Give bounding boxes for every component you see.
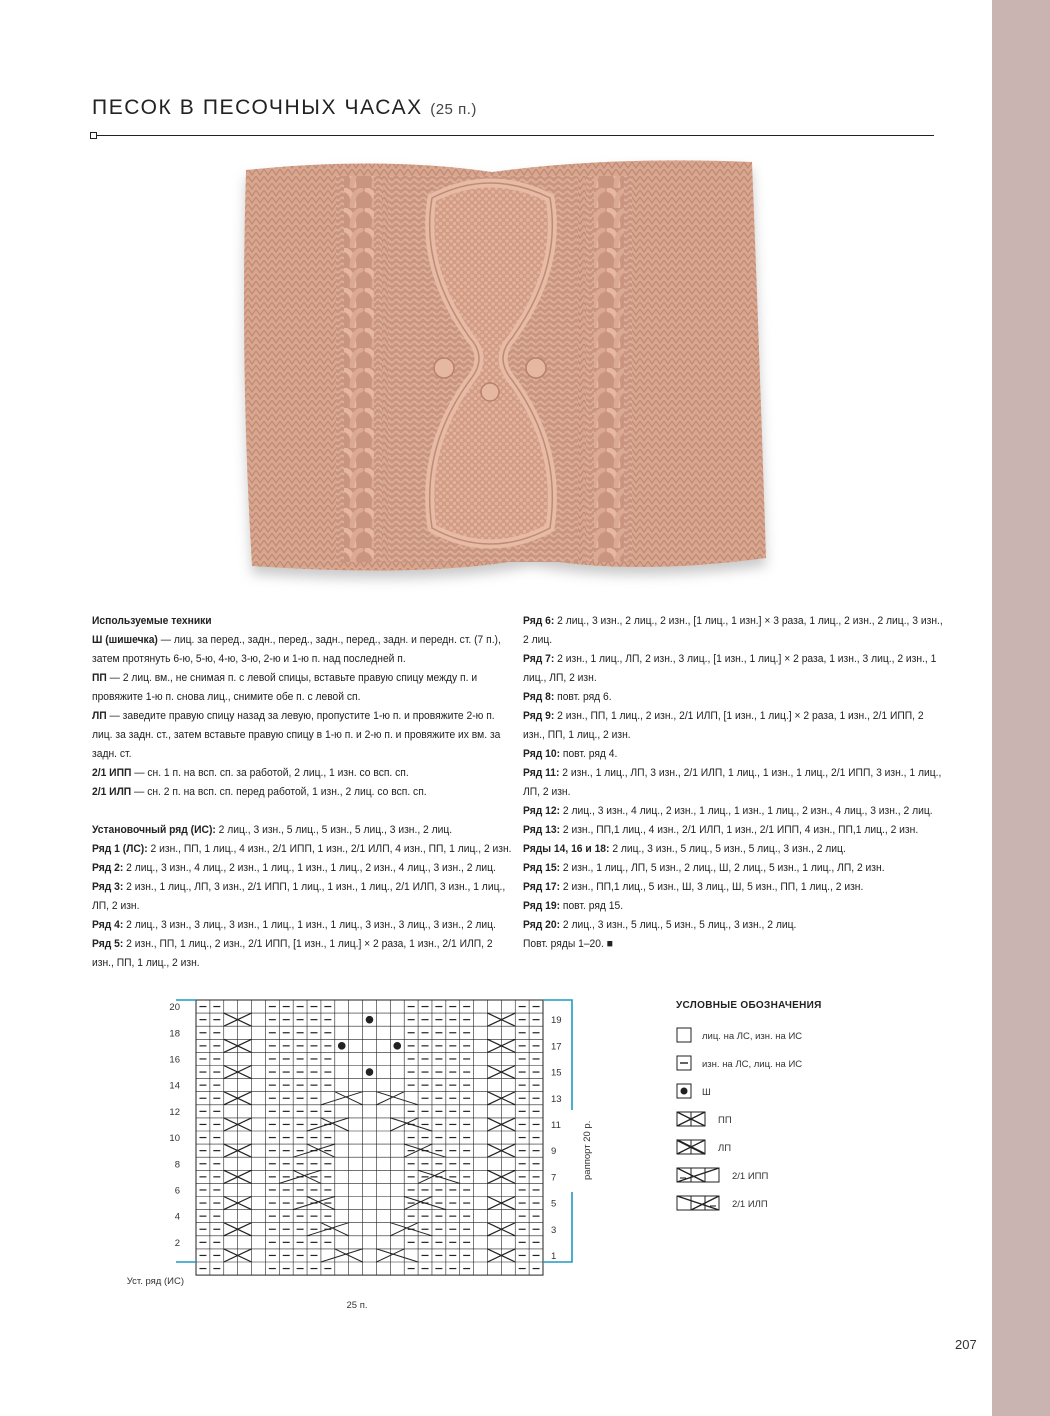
chart-bobble-mark — [393, 1042, 401, 1050]
rule-end-marker — [90, 132, 97, 139]
legend-item — [676, 1109, 936, 1137]
knit-swatch-photo — [232, 148, 780, 598]
technique-text: — заведите правую спицу назад за левую, пропустите 1-ю п. и провяжите 2-ю п. лиц. за задн. ст., затем вставьте правую спицу в 1-ю п. и 2-ю п. и провяжите их вм. за задн. ст. — [92, 710, 501, 760]
legend-label: 2/1 ИПП — [732, 1171, 769, 1182]
legend-label: Ш — [702, 1087, 711, 1098]
row-label: Ряд 2: — [92, 862, 124, 874]
row-text: 2 лиц., 3 изн., 4 лиц., 2 изн., 1 лиц., 1 изн., 1 лиц., 2 изн., 4 лиц., 3 изн., 2 лиц. — [123, 862, 496, 874]
row-instruction — [523, 878, 948, 897]
chart-row-number: 9 — [551, 1146, 557, 1158]
chart-left-row-numbers — [169, 1002, 180, 1249]
row-text: 2 изн., ПП, 1 лиц., 2 изн., 2/1 ИЛП, [1 изн., 1 лиц.] × 2 раза, 1 изн., 2/1 ИПП, 2 изн., ПП, 1 лиц., 2 изн. — [523, 710, 924, 741]
technique-term: 2/1 ИЛП — [92, 786, 132, 798]
chart-bobble-mark — [338, 1042, 346, 1050]
technique-item — [92, 669, 517, 707]
chart-row-number: 12 — [169, 1106, 180, 1118]
row-text: 2 изн., ПП,1 лиц., 4 изн., 2/1 ИЛП, 1 изн., 2/1 ИПП, 4 изн., ПП,1 лиц., 2 изн. — [560, 824, 919, 836]
row-label: Ряд 4: — [92, 919, 124, 931]
row-instruction — [523, 650, 948, 688]
row-label: Ряд 5: — [92, 938, 124, 950]
row-instruction — [523, 897, 948, 916]
title-stitch-count: (25 п.) — [430, 101, 477, 118]
repeat-note: Повт. ряды 1–20. ■ — [523, 938, 613, 950]
chart-row-number: 6 — [174, 1185, 180, 1197]
chart-row-number: 14 — [169, 1080, 180, 1092]
row-text: 2 лиц., 3 изн., 4 лиц., 2 изн., 1 лиц., 1 изн., 1 лиц., 2 изн., 4 лиц., 3 изн., 2 лиц. — [560, 805, 933, 817]
row-label: Ряд 1 (ЛС): — [92, 843, 148, 855]
chart-row-number: 10 — [169, 1133, 180, 1145]
technique-text: — лиц. за перед., задн., перед., задн., перед., задн. и передн. ст. (7 п.), затем протянуть 6-ю, 5-ю, 4-ю, 3-ю, 2-ю и 1-ю п. над последней п. — [92, 634, 501, 665]
chart-row-number: 2 — [174, 1237, 180, 1249]
side-color-bar — [992, 0, 1050, 1416]
rpc-2-1-symbol-icon — [676, 1167, 724, 1185]
row-label: Ряд 20: — [523, 919, 561, 931]
legend-item — [676, 1137, 936, 1165]
row-instruction — [523, 688, 948, 707]
row-instruction — [523, 764, 948, 802]
row-instruction — [92, 916, 517, 935]
chart-bobble-mark — [366, 1068, 374, 1076]
row-text: 2 изн., ПП, 1 лиц., 2 изн., 2/1 ИПП, [1 изн., 1 лиц.] × 2 раза, 1 изн., 2/1 ИЛП, 2 изн., ПП, 1 лиц., 2 изн. — [92, 938, 493, 969]
row-text: повт. ряд 15. — [560, 900, 624, 912]
row-instruction — [92, 935, 517, 973]
row-instruction — [92, 859, 517, 878]
technique-text: — 2 лиц. вм., не снимая п. с левой спицы, вставьте правую спицу между п. и провяжите 1-ю п. снова лиц., снимите обе п. с левой сп. — [92, 672, 478, 703]
row-label: Ряд 17: — [523, 881, 561, 893]
row-instruction — [523, 612, 948, 650]
row-label: Ряд 9: — [523, 710, 555, 722]
row-text: повт. ряд 4. — [560, 748, 618, 760]
technique-item — [92, 707, 517, 764]
row-label: Ряд 19: — [523, 900, 561, 912]
chart-legend — [676, 1000, 936, 1221]
row-instruction — [523, 707, 948, 745]
chart-bobble-mark — [366, 1016, 374, 1024]
chart-row-number: 19 — [551, 1015, 562, 1027]
chart-width-label: 25 п. — [346, 1300, 368, 1311]
technique-item — [92, 631, 517, 669]
chart-row-number: 4 — [174, 1211, 180, 1223]
title-main: ПЕСОК В ПЕСОЧНЫХ ЧАСАХ — [92, 96, 423, 119]
legend-item — [676, 1053, 936, 1081]
technique-term: Ш (шишечка) — [92, 634, 158, 646]
legend-label: 2/1 ИЛП — [732, 1199, 768, 1210]
row-label: Ряд 6: — [523, 615, 555, 627]
chart-row-number: 18 — [169, 1028, 180, 1040]
chart-row-number: 17 — [551, 1041, 562, 1053]
row-instruction — [523, 916, 948, 935]
technique-term: ЛП — [92, 710, 107, 722]
chart-row-number: 15 — [551, 1067, 562, 1079]
technique-item — [92, 783, 517, 802]
row-instruction — [523, 802, 948, 821]
row-instruction — [523, 745, 948, 764]
chart-row-number: 13 — [551, 1093, 562, 1105]
left-twist-symbol-icon — [676, 1139, 716, 1157]
row-text: 2 изн., ПП,1 лиц., 5 изн., Ш, 3 лиц., Ш, 5 изн., ПП, 1 лиц., 2 изн. — [560, 881, 864, 893]
row-label: Ряд 10: — [523, 748, 561, 760]
legend-item — [676, 1193, 936, 1221]
technique-term: 2/1 ИПП — [92, 767, 132, 779]
page-title — [92, 96, 477, 120]
row-text: 2 лиц., 3 изн., 2 лиц., 2 изн., [1 лиц., 1 изн.] × 3 раза, 1 лиц., 2 изн., 2 лиц., 3 изн., 2 лиц. — [523, 615, 943, 646]
row-label: Ряд 3: — [92, 881, 124, 893]
legend-heading: УСЛОВНЫЕ ОБОЗНАЧЕНИЯ — [676, 1000, 822, 1011]
row-instruction — [523, 859, 948, 878]
row-text: 2 изн., 1 лиц., ЛП, 2 изн., 3 лиц., [1 изн., 1 лиц.] × 2 раза, 1 изн., 3 лиц., 2 изн., 1 лиц., ЛП, 2 изн. — [523, 653, 937, 684]
legend-label: ПП — [718, 1115, 732, 1126]
row-instruction — [523, 821, 948, 840]
row-label: Ряды 14, 16 и 18: — [523, 843, 610, 855]
legend-item — [676, 1025, 936, 1053]
technique-text: — сн. 2 п. на всп. сп. перед работой, 1 изн., 2 лиц. со всп. сп. — [131, 786, 427, 798]
chart-right-row-numbers — [551, 1015, 562, 1262]
chart-row-number: 5 — [551, 1198, 557, 1210]
row-label: Ряд 11: — [523, 767, 560, 779]
row-text: 2 лиц., 3 изн., 5 лиц., 5 изн., 5 лиц., 3 изн., 2 лиц. — [215, 824, 453, 836]
chart-row-number: 20 — [169, 1002, 180, 1014]
row-instruction — [523, 840, 948, 859]
row-text: 2 лиц., 3 изн., 5 лиц., 5 изн., 5 лиц., 3 изн., 2 лиц. — [609, 843, 846, 855]
legend-label: изн. на ЛС, лиц. на ИС — [702, 1059, 803, 1070]
row-label: Ряд 7: — [523, 653, 555, 665]
title-rule — [94, 135, 934, 136]
legend-item — [676, 1165, 936, 1193]
legend-label: ЛП — [718, 1143, 732, 1154]
chart-row-number: 16 — [169, 1054, 180, 1066]
row-label: Ряд 13: — [523, 824, 561, 836]
row-instruction — [92, 821, 517, 840]
page-number: 207 — [955, 1337, 977, 1352]
row-text: 2 изн., 1 лиц., ЛП, 3 изн., 2/1 ИЛП, 1 лиц., 1 изн., 1 лиц., 2/1 ИПП, 3 изн., 1 лиц., ЛП, 2 изн. — [523, 767, 942, 798]
row-text: 2 изн., 1 лиц., ЛП, 5 изн., 2 лиц., Ш, 2 лиц., 5 изн., 1 лиц., ЛП, 2 изн. — [560, 862, 885, 874]
techniques-heading: Используемые техники — [92, 615, 212, 627]
technique-text: — сн. 1 п. на всп. сп. за работой, 2 лиц., 1 изн. со всп. сп. — [131, 767, 409, 779]
technique-item — [92, 764, 517, 783]
text-column-right — [523, 612, 948, 954]
chart-repeat-label: раппорт 20 р. — [582, 1120, 593, 1180]
legend-label: лиц. на ЛС, изн. на ИС — [702, 1031, 803, 1042]
row-label: Ряд 15: — [523, 862, 561, 874]
text-column-left — [92, 612, 517, 973]
chart-row-number: 3 — [551, 1224, 557, 1236]
chart-row-number: 7 — [551, 1172, 557, 1184]
row-text: 2 изн., ПП, 1 лиц., 4 изн., 2/1 ИПП, 1 изн., 2/1 ИЛП, 4 изн., ПП, 1 лиц., 2 изн. — [147, 843, 512, 855]
row-label: Ряд 8: — [523, 691, 555, 703]
row-text: повт. ряд 6. — [554, 691, 612, 703]
row-text: 2 лиц., 3 изн., 3 лиц., 3 изн., 1 лиц., 1 изн., 1 лиц., 3 изн., 3 лиц., 3 изн., 2 лиц. — [123, 919, 496, 931]
legend-item — [676, 1081, 936, 1109]
chart-row-number: 8 — [174, 1159, 180, 1171]
chart-row-number: 1 — [551, 1250, 557, 1262]
row-label: Ряд 12: — [523, 805, 561, 817]
chart-row-number: 11 — [551, 1119, 561, 1131]
row-text: 2 изн., 1 лиц., ЛП, 3 изн., 2/1 ИПП, 1 лиц., 1 изн., 1 лиц., 2/1 ИЛП, 3 изн., 1 лиц., ЛП, 2 изн. — [92, 881, 506, 912]
chart-setup-row-label: Уст. ряд (ИС) — [126, 1276, 184, 1287]
row-label: Установочный ряд (ИС): — [92, 824, 216, 836]
knitting-chart — [120, 990, 620, 1320]
row-text: 2 лиц., 3 изн., 5 лиц., 5 изн., 5 лиц., 3 изн., 2 лиц. — [560, 919, 797, 931]
chart-repeat-bracket-bottom — [543, 1192, 572, 1262]
right-twist-symbol-icon — [676, 1111, 716, 1129]
row-instruction — [92, 840, 517, 859]
row-instruction — [92, 878, 517, 916]
lpc-2-1-symbol-icon — [676, 1195, 724, 1213]
technique-term: ПП — [92, 672, 107, 684]
